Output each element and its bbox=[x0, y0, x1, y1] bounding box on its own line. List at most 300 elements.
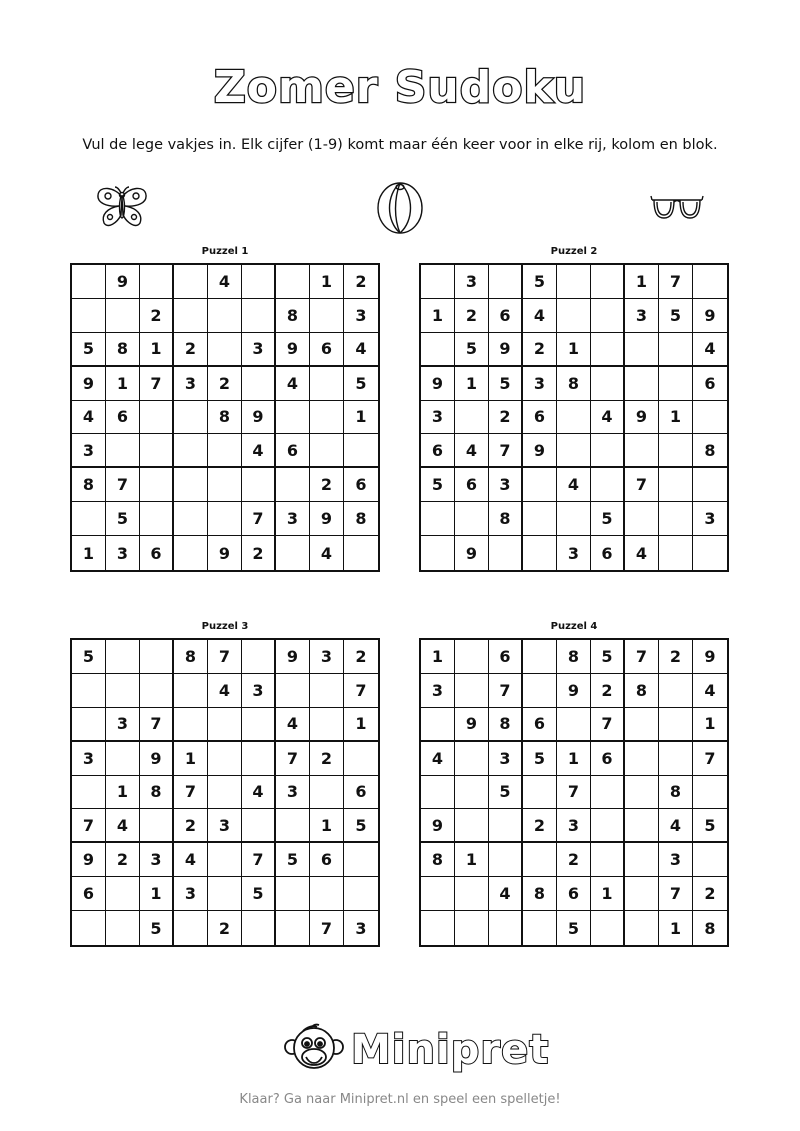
sudoku-cell bbox=[625, 809, 659, 843]
page-title: Zomer Sudoku bbox=[213, 62, 587, 113]
instructions: Vul de lege vakjes in. Elk cijfer (1-9) komt maar één keer voor in elke rij, kolom en blok. bbox=[82, 137, 718, 153]
sudoku-cell: 4 bbox=[276, 367, 310, 401]
sudoku-cell bbox=[310, 367, 344, 401]
sudoku-cell bbox=[106, 434, 140, 468]
sudoku-cell: 1 bbox=[310, 809, 344, 843]
sudoku-cell bbox=[72, 674, 106, 708]
sudoku-cell: 8 bbox=[557, 640, 591, 674]
sudoku-cell: 6 bbox=[421, 434, 455, 468]
sudoku-cell: 8 bbox=[523, 877, 557, 911]
sudoku-cell bbox=[208, 776, 242, 810]
sudoku-cell: 7 bbox=[659, 265, 693, 299]
sudoku-cell: 1 bbox=[140, 877, 174, 911]
sudoku-cell: 3 bbox=[140, 843, 174, 877]
minipret-logo bbox=[283, 1020, 550, 1080]
sudoku-cell: 6 bbox=[455, 468, 489, 502]
sudoku-cell bbox=[625, 434, 659, 468]
sudoku-cell: 4 bbox=[242, 776, 276, 810]
sudoku-cell bbox=[276, 809, 310, 843]
sudoku-cell: 7 bbox=[625, 468, 659, 502]
sudoku-cell: 4 bbox=[659, 809, 693, 843]
sudoku-cell: 4 bbox=[557, 468, 591, 502]
sudoku-cell bbox=[591, 367, 625, 401]
sudoku-cell bbox=[106, 877, 140, 911]
sudoku-cell bbox=[523, 843, 557, 877]
sudoku-cell bbox=[140, 502, 174, 536]
sudoku-cell bbox=[276, 468, 310, 502]
sudoku-cell: 7 bbox=[557, 776, 591, 810]
sudoku-cell bbox=[523, 674, 557, 708]
sudoku-cell: 1 bbox=[659, 401, 693, 435]
sudoku-cell: 3 bbox=[355, 918, 367, 938]
sudoku-cell bbox=[310, 434, 344, 468]
sudoku-cell: 6 bbox=[106, 401, 140, 435]
puzzle-label: Puzzel 1 bbox=[201, 246, 249, 257]
sudoku-cell: 5 bbox=[659, 299, 693, 333]
sudoku-cell: 9 bbox=[106, 265, 140, 299]
sudoku-cell bbox=[557, 265, 591, 299]
sudoku-cell: 8 bbox=[344, 502, 378, 536]
sudoku-cell: 5 bbox=[106, 502, 140, 536]
sudoku-cell bbox=[625, 911, 659, 945]
sudoku-cell bbox=[523, 911, 557, 945]
sudoku-cell bbox=[242, 640, 276, 674]
sudoku-cell: 8 bbox=[693, 434, 727, 468]
sudoku-cell bbox=[591, 434, 625, 468]
sudoku-cell: 3 bbox=[659, 843, 693, 877]
sudoku-cell bbox=[276, 536, 310, 570]
sudoku-cell bbox=[625, 742, 659, 776]
sudoku-cell bbox=[310, 299, 344, 333]
sudoku-cell: 8 bbox=[557, 367, 591, 401]
sudoku-cell: 8 bbox=[276, 299, 310, 333]
sudoku-cell bbox=[310, 708, 344, 742]
sudoku-cell bbox=[72, 776, 106, 810]
sudoku-cell bbox=[523, 640, 557, 674]
sudoku-cell bbox=[591, 776, 625, 810]
puzzle-label: Puzzel 4 bbox=[550, 621, 598, 632]
sudoku-cell: 1 bbox=[557, 742, 591, 776]
sudoku-cell bbox=[208, 843, 242, 877]
sudoku-cell bbox=[310, 401, 344, 435]
sudoku-cell: 8 bbox=[174, 640, 208, 674]
sudoku-cell bbox=[242, 367, 276, 401]
sudoku-cell: 6 bbox=[591, 536, 625, 570]
sudoku-cell bbox=[455, 911, 489, 945]
sudoku-cell bbox=[174, 911, 208, 945]
sudoku-cell bbox=[455, 877, 489, 911]
sudoku-cell bbox=[106, 640, 140, 674]
sudoku-cell: 7 bbox=[693, 742, 727, 776]
sudoku-cell: 4 bbox=[489, 877, 523, 911]
sudoku-cell bbox=[310, 877, 344, 911]
sudoku-cell: 5 bbox=[344, 367, 378, 401]
sudoku-cell bbox=[659, 434, 693, 468]
sudoku-cell bbox=[174, 708, 208, 742]
sudoku-cell bbox=[174, 536, 208, 570]
sudoku-cell: 3 bbox=[242, 333, 276, 367]
sudoku-cell bbox=[140, 640, 174, 674]
sudoku-cell: 1 bbox=[72, 536, 106, 570]
sudoku-cell: 6 bbox=[523, 708, 557, 742]
sudoku-cell: 5 bbox=[523, 265, 557, 299]
sudoku-cell bbox=[106, 674, 140, 708]
sudoku-cell: 2 bbox=[489, 401, 523, 435]
sudoku-cell: 5 bbox=[455, 333, 489, 367]
sudoku-cell: 3 bbox=[208, 809, 242, 843]
sudoku-cell bbox=[591, 468, 625, 502]
sudoku-cell: 1 bbox=[310, 265, 344, 299]
sudoku-cell bbox=[625, 877, 659, 911]
sudoku-cell: 3 bbox=[106, 708, 140, 742]
sudoku-cell bbox=[693, 401, 727, 435]
sudoku-cell: 7 bbox=[140, 367, 174, 401]
sudoku-cell: 5 bbox=[72, 333, 106, 367]
sudoku-cell bbox=[174, 502, 208, 536]
sudoku-cell bbox=[72, 708, 106, 742]
sudoku-cell: 9 bbox=[72, 843, 106, 877]
sudoku-cell bbox=[455, 502, 489, 536]
sudoku-cell bbox=[591, 843, 625, 877]
sudoku-cell: 8 bbox=[625, 674, 659, 708]
sudoku-cell: 7 bbox=[72, 809, 106, 843]
sudoku-cell: 6 bbox=[489, 640, 523, 674]
sudoku-cell: 4 bbox=[310, 536, 344, 570]
sudoku-cell bbox=[659, 674, 693, 708]
sudoku-cell bbox=[523, 536, 557, 570]
puzzle-label: Puzzel 3 bbox=[201, 621, 249, 632]
sudoku-cell: 7 bbox=[140, 708, 174, 742]
sudoku-cell bbox=[72, 265, 106, 299]
sudoku-cell: 5 bbox=[693, 809, 727, 843]
sudoku-cell bbox=[174, 674, 208, 708]
sudoku-cell: 9 bbox=[455, 536, 489, 570]
sudoku-cell: 6 bbox=[557, 877, 591, 911]
sudoku-cell bbox=[174, 401, 208, 435]
sudoku-cell bbox=[421, 502, 455, 536]
sudoku-cell: 2 bbox=[208, 911, 242, 945]
sudoku-cell: 2 bbox=[659, 640, 693, 674]
sudoku-cell: 5 bbox=[557, 911, 591, 945]
sudoku-cell bbox=[455, 742, 489, 776]
sudoku-cell: 1 bbox=[693, 708, 727, 742]
sudoku-cell: 2 bbox=[242, 536, 276, 570]
sudoku-cell bbox=[523, 776, 557, 810]
sudoku-cell: 9 bbox=[489, 333, 523, 367]
sudoku-cell bbox=[276, 877, 310, 911]
sudoku-cell bbox=[421, 265, 455, 299]
sudoku-cell bbox=[344, 843, 378, 877]
sudoku-cell bbox=[106, 742, 140, 776]
sudoku-cell bbox=[659, 468, 693, 502]
sudoku-cell: 7 bbox=[106, 468, 140, 502]
sudoku-cell: 2 bbox=[106, 843, 140, 877]
sudoku-cell bbox=[489, 265, 523, 299]
sudoku-cell bbox=[276, 911, 310, 945]
sudoku-cell: 3 bbox=[72, 742, 106, 776]
sudoku-cell: 8 bbox=[140, 776, 174, 810]
sudoku-cell bbox=[140, 401, 174, 435]
sudoku-cell bbox=[140, 809, 174, 843]
sudoku-cell bbox=[455, 809, 489, 843]
sudoku-cell bbox=[659, 536, 693, 570]
sudoku-cell bbox=[421, 333, 455, 367]
sudoku-cell bbox=[276, 401, 310, 435]
sudoku-cell: 3 bbox=[557, 536, 591, 570]
sudoku-cell: 3 bbox=[174, 877, 208, 911]
sudoku-cell: 8 bbox=[72, 468, 106, 502]
sudoku-cell: 5 bbox=[591, 502, 625, 536]
sudoku-cell: 3 bbox=[106, 536, 140, 570]
sudoku-cell: 7 bbox=[489, 674, 523, 708]
sudoku-cell: 1 bbox=[174, 742, 208, 776]
sudoku-cell bbox=[591, 333, 625, 367]
sudoku-cell: 9 bbox=[625, 401, 659, 435]
sunglasses-icon bbox=[650, 192, 704, 222]
sudoku-cell bbox=[489, 843, 523, 877]
sudoku-cell bbox=[625, 843, 659, 877]
sudoku-cell bbox=[591, 911, 625, 945]
sudoku-cell bbox=[72, 299, 106, 333]
sudoku-cell: 3 bbox=[455, 265, 489, 299]
sudoku-cell bbox=[659, 742, 693, 776]
sudoku-cell bbox=[174, 468, 208, 502]
sudoku-cell: 7 bbox=[276, 742, 310, 776]
sudoku-cell bbox=[208, 502, 242, 536]
sudoku-cell: 8 bbox=[704, 918, 716, 938]
sudoku-cell: 1 bbox=[344, 708, 378, 742]
sudoku-cell: 9 bbox=[208, 536, 242, 570]
sudoku-cell: 3 bbox=[489, 742, 523, 776]
sudoku-cell: 8 bbox=[106, 333, 140, 367]
sudoku-cell bbox=[106, 299, 140, 333]
sudoku-cell: 2 bbox=[310, 742, 344, 776]
sudoku-cell bbox=[208, 299, 242, 333]
sudoku-cell: 9 bbox=[523, 434, 557, 468]
sudoku-cell bbox=[693, 776, 727, 810]
sudoku-cell: 4 bbox=[208, 674, 242, 708]
sudoku-cell bbox=[140, 434, 174, 468]
sudoku-cell bbox=[344, 434, 378, 468]
sudoku-cell: 1 bbox=[106, 367, 140, 401]
sudoku-cell: 9 bbox=[140, 742, 174, 776]
sudoku-cell: 1 bbox=[557, 333, 591, 367]
sudoku-cell: 3 bbox=[625, 299, 659, 333]
sudoku-cell: 9 bbox=[421, 367, 455, 401]
sudoku-cell: 5 bbox=[344, 809, 378, 843]
sudoku-cell: 4 bbox=[693, 333, 727, 367]
sudoku-cell bbox=[557, 299, 591, 333]
sudoku-cell bbox=[310, 776, 344, 810]
sudoku-cell: 7 bbox=[310, 911, 344, 945]
sudoku-cell bbox=[208, 877, 242, 911]
sudoku-cell: 3 bbox=[523, 367, 557, 401]
sudoku-cell bbox=[455, 401, 489, 435]
sudoku-cell: 5 bbox=[421, 468, 455, 502]
sudoku-cell: 2 bbox=[174, 809, 208, 843]
butterfly-icon bbox=[95, 185, 149, 229]
sudoku-cell bbox=[242, 809, 276, 843]
sudoku-cell: 7 bbox=[344, 674, 378, 708]
sudoku-cell bbox=[557, 502, 591, 536]
sudoku-cell bbox=[455, 776, 489, 810]
sudoku-cell bbox=[523, 468, 557, 502]
sudoku-cell bbox=[140, 265, 174, 299]
sudoku-cell bbox=[693, 536, 727, 570]
sudoku-cell: 2 bbox=[523, 333, 557, 367]
sudoku-cell bbox=[557, 434, 591, 468]
sudoku-cell: 2 bbox=[344, 640, 378, 674]
sudoku-cell: 3 bbox=[421, 401, 455, 435]
sudoku-cell bbox=[421, 911, 455, 945]
sudoku-cell bbox=[174, 265, 208, 299]
sudoku-cell bbox=[72, 911, 106, 945]
sudoku-grid bbox=[70, 638, 380, 947]
sudoku-cell bbox=[242, 299, 276, 333]
sudoku-cell: 4 bbox=[591, 401, 625, 435]
beach-ball-icon bbox=[376, 181, 424, 235]
sudoku-cell: 6 bbox=[72, 877, 106, 911]
sudoku-cell: 2 bbox=[523, 809, 557, 843]
sudoku-grid bbox=[419, 263, 729, 572]
sudoku-cell: 8 bbox=[489, 502, 523, 536]
sudoku-cell: 9 bbox=[242, 401, 276, 435]
puzzle-1 bbox=[70, 246, 380, 572]
sudoku-cell: 7 bbox=[242, 502, 276, 536]
sudoku-cell bbox=[693, 843, 727, 877]
sudoku-cell: 9 bbox=[276, 640, 310, 674]
sudoku-cell bbox=[489, 911, 523, 945]
sudoku-cell bbox=[557, 708, 591, 742]
sudoku-cell: 2 bbox=[693, 877, 727, 911]
sudoku-cell: 5 bbox=[276, 843, 310, 877]
sudoku-cell: 7 bbox=[174, 776, 208, 810]
sudoku-cell bbox=[625, 776, 659, 810]
sudoku-cell: 4 bbox=[72, 401, 106, 435]
sudoku-cell bbox=[106, 911, 140, 945]
sudoku-cell: 1 bbox=[421, 299, 455, 333]
sudoku-cell bbox=[625, 708, 659, 742]
sudoku-cell bbox=[625, 502, 659, 536]
sudoku-cell: 4 bbox=[174, 843, 208, 877]
sudoku-cell bbox=[489, 809, 523, 843]
sudoku-cell bbox=[208, 468, 242, 502]
sudoku-cell bbox=[242, 468, 276, 502]
sudoku-cell: 2 bbox=[455, 299, 489, 333]
sudoku-cell: 5 bbox=[489, 367, 523, 401]
sudoku-cell: 1 bbox=[659, 911, 693, 945]
sudoku-cell: 7 bbox=[208, 640, 242, 674]
sudoku-cell: 4 bbox=[344, 333, 378, 367]
sudoku-cell: 1 bbox=[344, 401, 378, 435]
sudoku-cell: 4 bbox=[455, 434, 489, 468]
sudoku-cell: 1 bbox=[106, 776, 140, 810]
sudoku-cell bbox=[659, 502, 693, 536]
sudoku-cell: 9 bbox=[455, 708, 489, 742]
sudoku-cell: 4 bbox=[276, 708, 310, 742]
sudoku-cell bbox=[310, 674, 344, 708]
sudoku-cell: 3 bbox=[344, 299, 378, 333]
sudoku-cell bbox=[659, 333, 693, 367]
sudoku-cell: 6 bbox=[489, 299, 523, 333]
sudoku-cell: 1 bbox=[625, 265, 659, 299]
sudoku-cell bbox=[455, 640, 489, 674]
logo-text: Minipret bbox=[351, 1027, 550, 1073]
sudoku-cell bbox=[693, 265, 727, 299]
sudoku-cell: 4 bbox=[106, 809, 140, 843]
sudoku-cell bbox=[489, 536, 523, 570]
sudoku-cell: 6 bbox=[140, 536, 174, 570]
sudoku-cell: 2 bbox=[591, 674, 625, 708]
sudoku-cell: 7 bbox=[489, 434, 523, 468]
puzzle-label: Puzzel 2 bbox=[550, 246, 598, 257]
sudoku-cell bbox=[591, 265, 625, 299]
sudoku-cell: 6 bbox=[344, 776, 378, 810]
sudoku-cell bbox=[344, 536, 378, 570]
sudoku-grid bbox=[70, 263, 380, 572]
sudoku-cell bbox=[591, 809, 625, 843]
monkey-icon bbox=[283, 1023, 345, 1077]
sudoku-cell: 2 bbox=[208, 367, 242, 401]
sudoku-cell: 2 bbox=[140, 299, 174, 333]
sudoku-cell: 3 bbox=[489, 468, 523, 502]
sudoku-cell bbox=[523, 502, 557, 536]
sudoku-cell: 1 bbox=[421, 640, 455, 674]
sudoku-cell: 6 bbox=[310, 333, 344, 367]
sudoku-cell: 5 bbox=[523, 742, 557, 776]
sudoku-cell: 1 bbox=[140, 333, 174, 367]
sudoku-cell: 5 bbox=[489, 776, 523, 810]
sudoku-cell bbox=[140, 468, 174, 502]
sudoku-cell bbox=[242, 265, 276, 299]
sudoku-cell: 7 bbox=[659, 877, 693, 911]
sudoku-cell: 1 bbox=[455, 843, 489, 877]
sudoku-cell: 4 bbox=[693, 674, 727, 708]
footer-tagline: Klaar? Ga naar Minipret.nl en speel een spelletje! bbox=[239, 1092, 561, 1107]
sudoku-cell bbox=[242, 911, 276, 945]
sudoku-cell bbox=[174, 434, 208, 468]
sudoku-cell: 6 bbox=[310, 843, 344, 877]
sudoku-cell: 4 bbox=[523, 299, 557, 333]
sudoku-cell bbox=[693, 468, 727, 502]
sudoku-cell: 9 bbox=[72, 367, 106, 401]
sudoku-cell bbox=[421, 877, 455, 911]
sudoku-cell: 4 bbox=[421, 742, 455, 776]
sudoku-cell: 8 bbox=[208, 401, 242, 435]
sudoku-cell: 5 bbox=[72, 640, 106, 674]
sudoku-cell: 9 bbox=[693, 640, 727, 674]
sudoku-cell: 3 bbox=[693, 502, 727, 536]
sudoku-cell: 3 bbox=[72, 434, 106, 468]
sudoku-cell: 1 bbox=[455, 367, 489, 401]
sudoku-cell: 8 bbox=[659, 776, 693, 810]
sudoku-cell bbox=[276, 265, 310, 299]
sudoku-cell: 3 bbox=[242, 674, 276, 708]
sudoku-cell bbox=[421, 708, 455, 742]
sudoku-cell: 6 bbox=[523, 401, 557, 435]
sudoku-cell: 5 bbox=[242, 877, 276, 911]
sudoku-cell bbox=[242, 708, 276, 742]
sudoku-cell bbox=[421, 776, 455, 810]
sudoku-cell bbox=[625, 333, 659, 367]
sudoku-cell: 3 bbox=[276, 502, 310, 536]
sudoku-cell: 3 bbox=[557, 809, 591, 843]
sudoku-cell: 8 bbox=[421, 843, 455, 877]
sudoku-cell bbox=[344, 877, 378, 911]
sudoku-cell bbox=[344, 742, 378, 776]
sudoku-cell bbox=[72, 502, 106, 536]
sudoku-cell: 1 bbox=[591, 877, 625, 911]
